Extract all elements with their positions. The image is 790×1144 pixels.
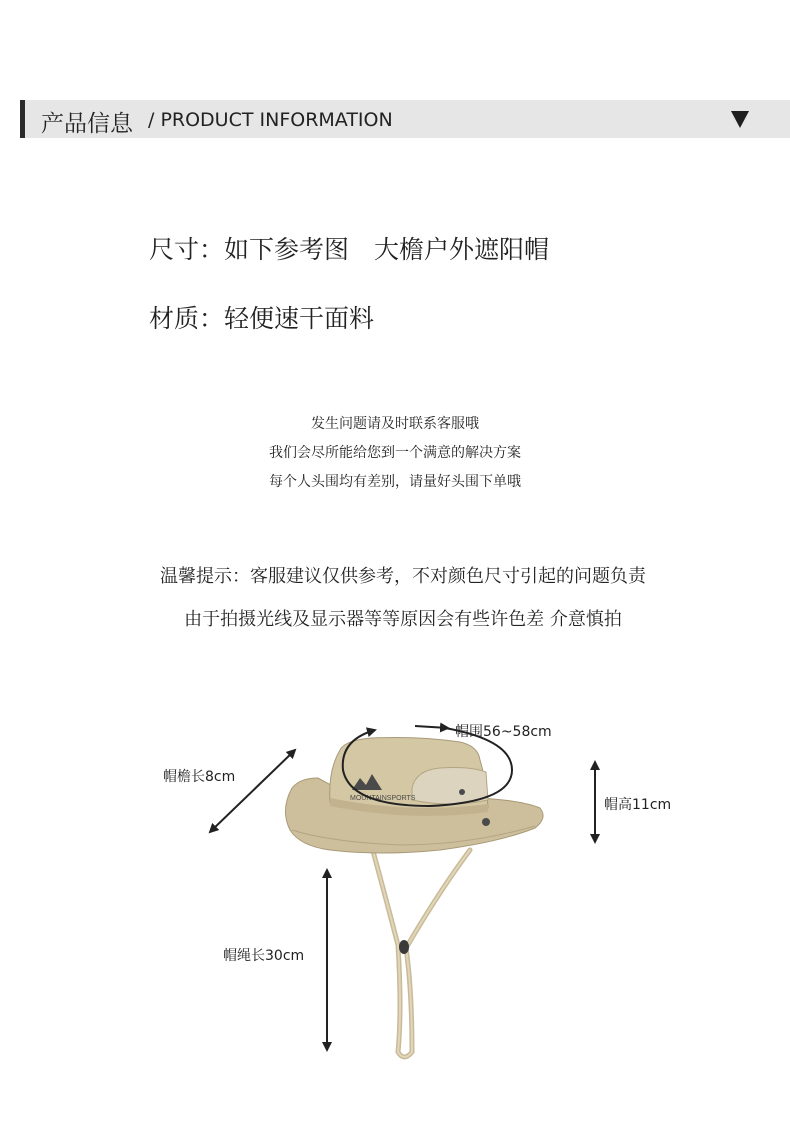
- notice-line-3: 每个人头围均有差别，请量好头围下单哦: [269, 474, 521, 490]
- triangle-down-icon[interactable]: [731, 111, 749, 128]
- cord-length-label: 帽绳长30cm: [223, 948, 305, 964]
- cord-toggle: [399, 940, 409, 954]
- hat-illustration: [0, 690, 790, 1110]
- header-title: 产品信息: [41, 111, 133, 137]
- side-snap-button: [482, 818, 490, 826]
- circumference-label: 帽围56~58cm: [455, 724, 552, 740]
- tip-line-2: 由于拍摄光线及显示器等等原因会有些许色差 介意慎拍: [184, 609, 622, 630]
- header-accent-bar: [20, 100, 25, 138]
- size-spec: 尺寸：如下参考图 大檐户外遮阳帽: [149, 235, 550, 264]
- section-header: [20, 100, 790, 138]
- hat-size-diagram: [0, 690, 790, 1110]
- hat-logo-text: MOUNTAINSPORTS: [350, 795, 416, 802]
- mesh-panel: [412, 768, 488, 805]
- chin-cord: [370, 840, 470, 1057]
- brim-length-label: 帽檐长8cm: [163, 769, 236, 785]
- header-subtitle: / PRODUCT INFORMATION: [148, 109, 393, 131]
- tip-line-1: 温馨提示：客服建议仅供参考，不对颜色尺寸引起的问题负责: [160, 566, 646, 587]
- material-spec: 材质：轻便速干面料: [149, 304, 375, 333]
- brim-arrow: [210, 750, 295, 832]
- height-label: 帽高11cm: [604, 797, 672, 813]
- notice-line-1: 发生问题请及时联系客服哦: [311, 416, 479, 432]
- notice-line-2: 我们会尽所能给您到一个满意的解决方案: [269, 445, 521, 461]
